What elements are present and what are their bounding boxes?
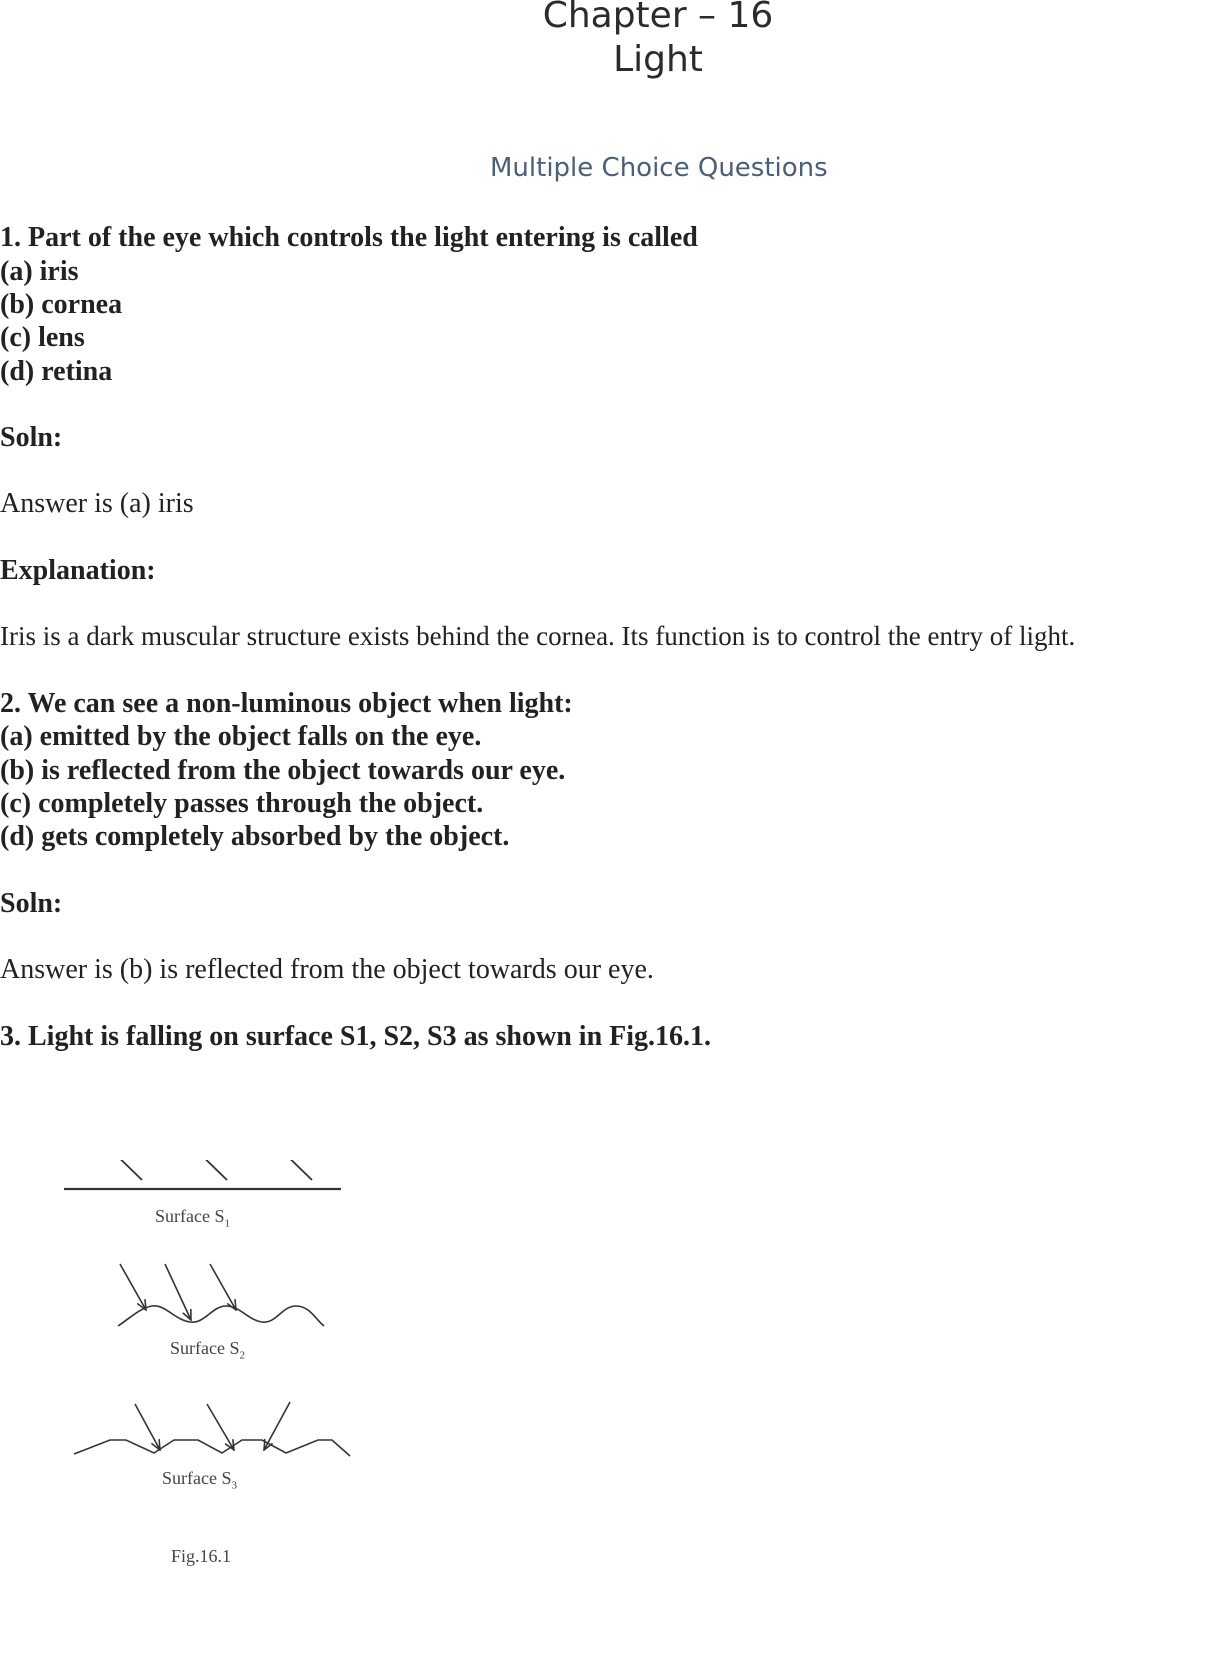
ray-s2-1	[120, 1264, 146, 1310]
ray-s3-2	[207, 1404, 234, 1450]
ray-s1-3	[240, 1160, 312, 1180]
surface-s1-label: Surface $S_1$	[155, 1206, 230, 1230]
ray-s3-3	[264, 1402, 290, 1450]
surface-s3-label: Surface $S_3$	[162, 1468, 237, 1492]
ray-s1-2	[155, 1160, 227, 1180]
section-heading: Multiple Choice Questions	[490, 153, 828, 183]
q2-option-d: (d) gets completely absorbed by the object.	[0, 821, 510, 852]
q2-option-c: (c) completely passes through the object.	[0, 788, 484, 819]
chapter-number: Chapter – 16	[542, 0, 774, 36]
ray-s3-1	[135, 1404, 160, 1450]
q1-option-b: (b) cornea	[0, 289, 123, 320]
surface-s1-diagram	[64, 1160, 341, 1189]
q2-option-b: (b) is reflected from the object towards our eye.	[0, 755, 566, 786]
surface-s3-diagram	[74, 1402, 350, 1456]
q2-soln-label: Soln:	[0, 888, 63, 919]
q1-explanation: Iris is a dark muscular structure exists behind the cornea. Its function is to control the entry of light.	[0, 621, 1076, 651]
question-2: 2. We can see a non-luminous object when light:	[0, 688, 573, 719]
q1-answer: Answer is (a) iris	[0, 488, 194, 519]
surface-s2-label: Surface $S_2$	[170, 1338, 245, 1362]
q1-soln-label: Soln:	[0, 422, 63, 453]
surface-s2-diagram	[118, 1264, 324, 1326]
question-1: 1. Part of the eye which controls the light entering is called	[0, 222, 698, 253]
figure-caption: Fig.16.1	[171, 1546, 232, 1566]
q2-answer: Answer is (b) is reflected from the object towards our eye.	[0, 954, 654, 985]
ray-s2-3	[210, 1264, 236, 1310]
chapter-title: Light	[613, 39, 703, 80]
q1-option-c: (c) lens	[0, 322, 85, 353]
q1-option-a: (a) iris	[0, 256, 79, 287]
surface-s3-zigzag	[74, 1440, 350, 1456]
q2-option-a: (a) emitted by the object falls on the eye.	[0, 721, 482, 752]
question-3: 3. Light is falling on surface S1, S2, S3 as shown in Fig.16.1.	[0, 1021, 712, 1052]
surface-s2-wave	[118, 1306, 324, 1326]
ray-s1-1	[70, 1160, 142, 1180]
q1-explanation-label: Explanation:	[0, 555, 156, 586]
q1-option-d: (d) retina	[0, 356, 113, 387]
